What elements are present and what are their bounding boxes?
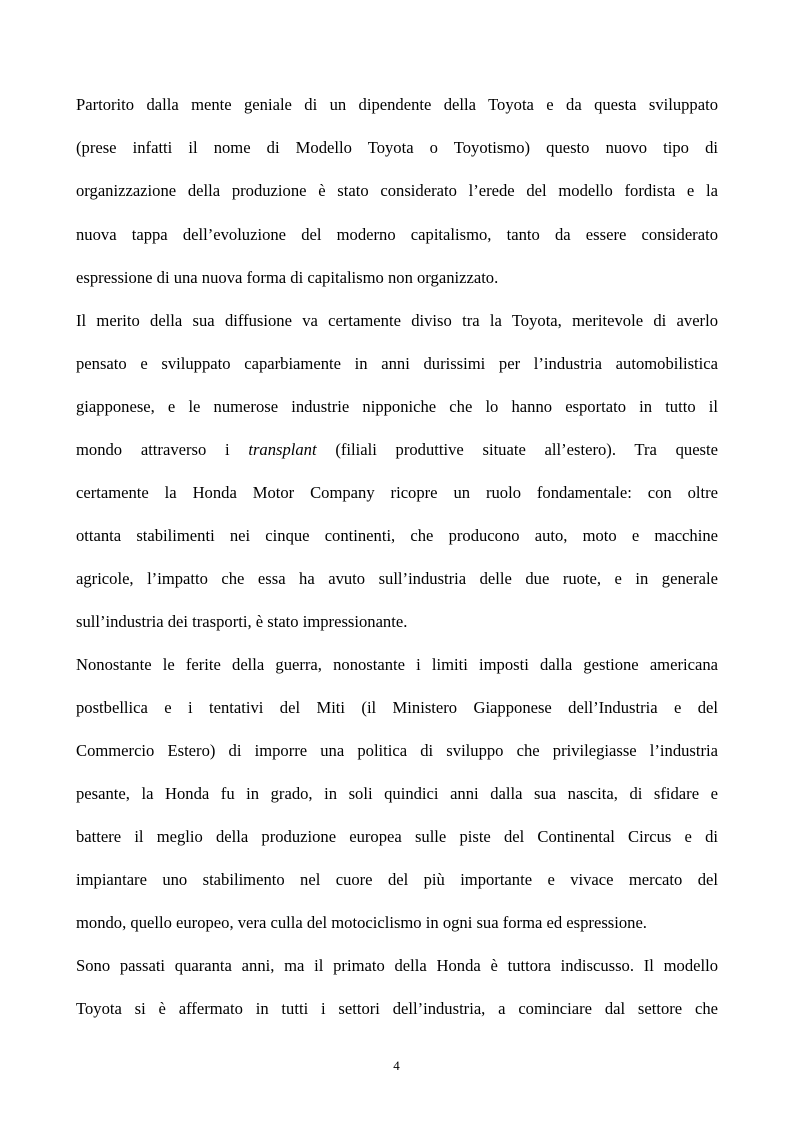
text-line: impiantare uno stabilimento nel cuore del più importante e vivace mercato del xyxy=(76,870,718,889)
text-line: Nonostante le ferite della guerra, nonostante i limiti imposti dalla gestione americana xyxy=(76,655,718,674)
text-line: Sono passati quaranta anni, ma il primato della Honda è tuttora indiscusso. Il modello xyxy=(76,956,718,975)
page-number: 4 xyxy=(393,1058,400,1073)
text-line: certamente la Honda Motor Company ricopre un ruolo fondamentale: con oltre xyxy=(76,483,718,502)
text-span: mondo attraverso i xyxy=(76,440,230,459)
text-line: Il merito della sua diffusione va certamente diviso tra la Toyota, meritevole di averlo xyxy=(76,311,718,330)
italic-term: transplant xyxy=(248,440,317,459)
text-line: battere il meglio della produzione europea sulle piste del Continental Circus e di xyxy=(76,827,718,846)
text-line: giapponese, e le numerose industrie nipponiche che lo hanno esportato in tutto il xyxy=(76,397,718,416)
text-line: espressione di una nuova forma di capitalismo non organizzato. xyxy=(76,268,499,287)
text-line: sull’industria dei trasporti, è stato impressionante. xyxy=(76,612,408,631)
text-line: agricole, l’impatto che essa ha avuto sull’industria delle due ruote, e in generale xyxy=(76,569,718,588)
text-line: (prese infatti il nome di Modello Toyota o Toyotismo) questo nuovo tipo di xyxy=(76,138,718,157)
text-line: mondo, quello europeo, vera culla del motociclismo in ogni sua forma ed espressione. xyxy=(76,913,647,932)
text-span: (filiali produttive situate all’estero). Tra queste xyxy=(335,440,718,459)
text-line: Toyota si è affermato in tutti i settori dell’industria, a cominciare dal settore che xyxy=(76,999,718,1018)
text-line: Commercio Estero) di imporre una politica di sviluppo che privilegiasse l’industria xyxy=(76,741,718,760)
text-line: pesante, la Honda fu in grado, in soli quindici anni dalla sua nascita, di sfidare e xyxy=(76,784,718,803)
text-line: organizzazione della produzione è stato considerato l’erede del modello fordista e la xyxy=(76,181,718,200)
text-line: pensato e sviluppato caparbiamente in anni durissimi per l’industria automobilistica xyxy=(76,354,718,373)
text-line: nuova tappa dell’evoluzione del moderno capitalismo, tanto da essere considerato xyxy=(76,225,718,244)
text-line: postbellica e i tentativi del Miti (il Ministero Giapponese dell’Industria e del xyxy=(76,698,718,717)
text-line: ottanta stabilimenti nei cinque continenti, che producono auto, moto e macchine xyxy=(76,526,718,545)
text-line xyxy=(76,440,718,460)
text-line: Partorito dalla mente geniale di un dipendente della Toyota e da questa sviluppato xyxy=(76,95,718,114)
